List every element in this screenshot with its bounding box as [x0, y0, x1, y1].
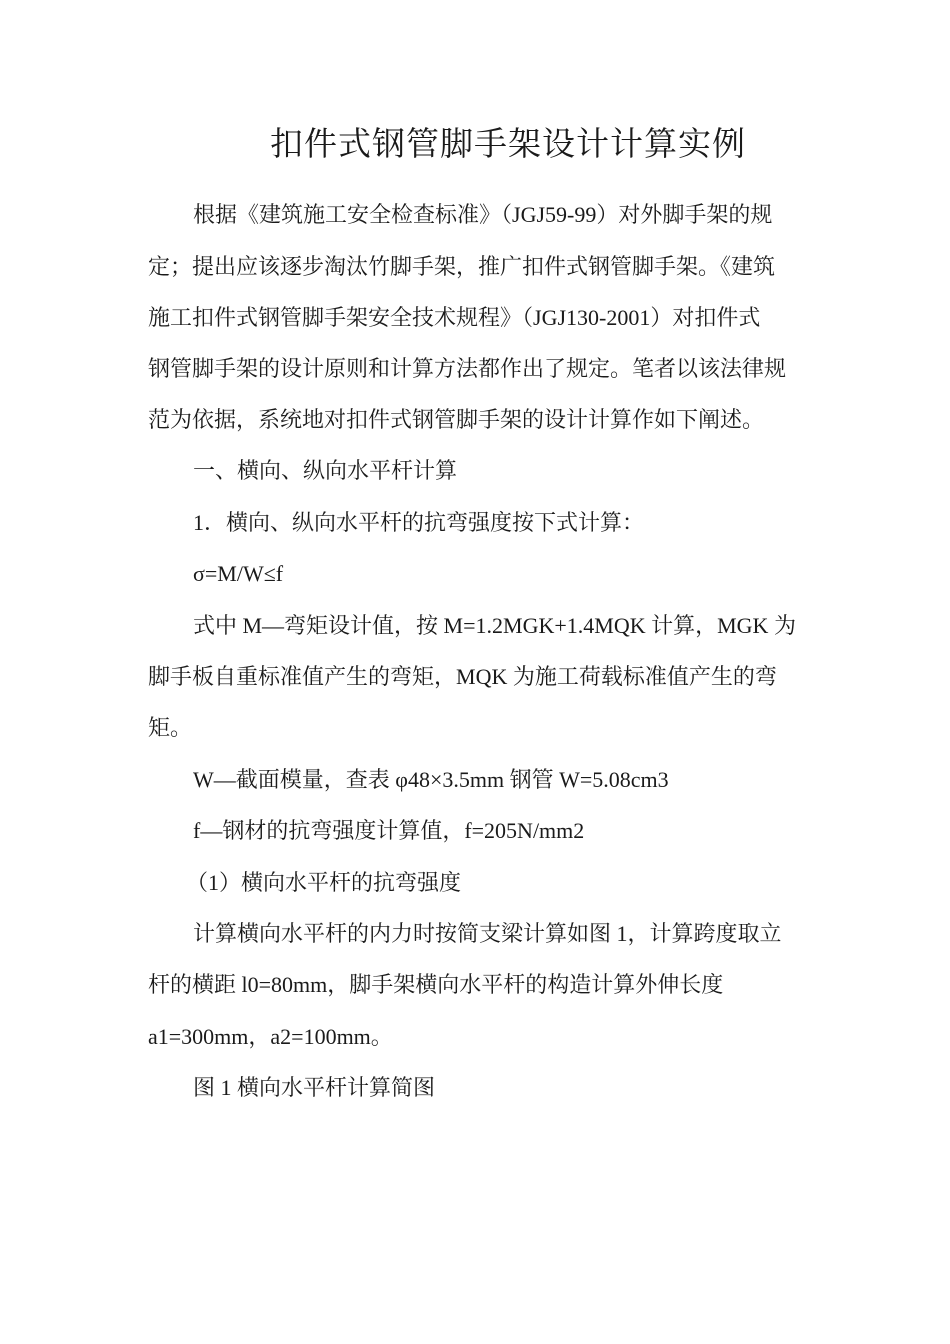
paragraph-line: 定；提出应该逐步淘汰竹脚手架，推广扣件式钢管脚手架。《建筑 [148, 254, 776, 279]
figure-caption: 图 1 横向水平杆计算简图 [193, 1075, 436, 1100]
section-heading: 一、横向、纵向水平杆计算 [193, 458, 458, 483]
paragraph-line: 钢管脚手架的设计原则和计算方法都作出了规定。笔者以该法律规 [148, 356, 787, 381]
paragraph-line: a1=300mm，a2=100mm。 [148, 1024, 393, 1049]
document-title: 扣件式钢管脚手架设计计算实例 [270, 127, 746, 163]
paragraph-line: W—截面模量，查表 φ48×3.5mm 钢管 W=5.08cm3 [193, 767, 669, 792]
paragraph-line: 矩。 [148, 715, 193, 740]
paragraph-line: f—钢材的抗弯强度计算值，f=205N/mm2 [193, 818, 585, 843]
paragraph-line: 施工扣件式钢管脚手架安全技术规程》（JGJ130-2001）对扣件式 [148, 305, 761, 330]
paragraph-line: 范为依据，系统地对扣件式钢管脚手架的设计计算作如下阐述。 [148, 407, 765, 432]
paragraph-line: 杆的横距 l0=80mm，脚手架横向水平杆的构造计算外伸长度 [148, 972, 724, 997]
paragraph-line: 脚手板自重标准值产生的弯矩，MQK 为施工荷载标准值产生的弯 [148, 664, 777, 689]
paragraph-line: 根据《建筑施工安全检查标准》（JGJ59-99）对外脚手架的规 [193, 202, 773, 227]
formula: σ=M/W≤f [193, 561, 284, 586]
paragraph-line: 式中 M—弯矩设计值，按 M=1.2MGK+1.4MQK 计算，MGK 为 [193, 613, 796, 638]
subsection-heading: （1）横向水平杆的抗弯强度 [186, 870, 462, 895]
paragraph-line: 计算横向水平杆的内力时按简支梁计算如图 1，计算跨度取立 [193, 921, 782, 946]
subsection-heading: 1．横向、纵向水平杆的抗弯强度按下式计算： [193, 510, 645, 535]
